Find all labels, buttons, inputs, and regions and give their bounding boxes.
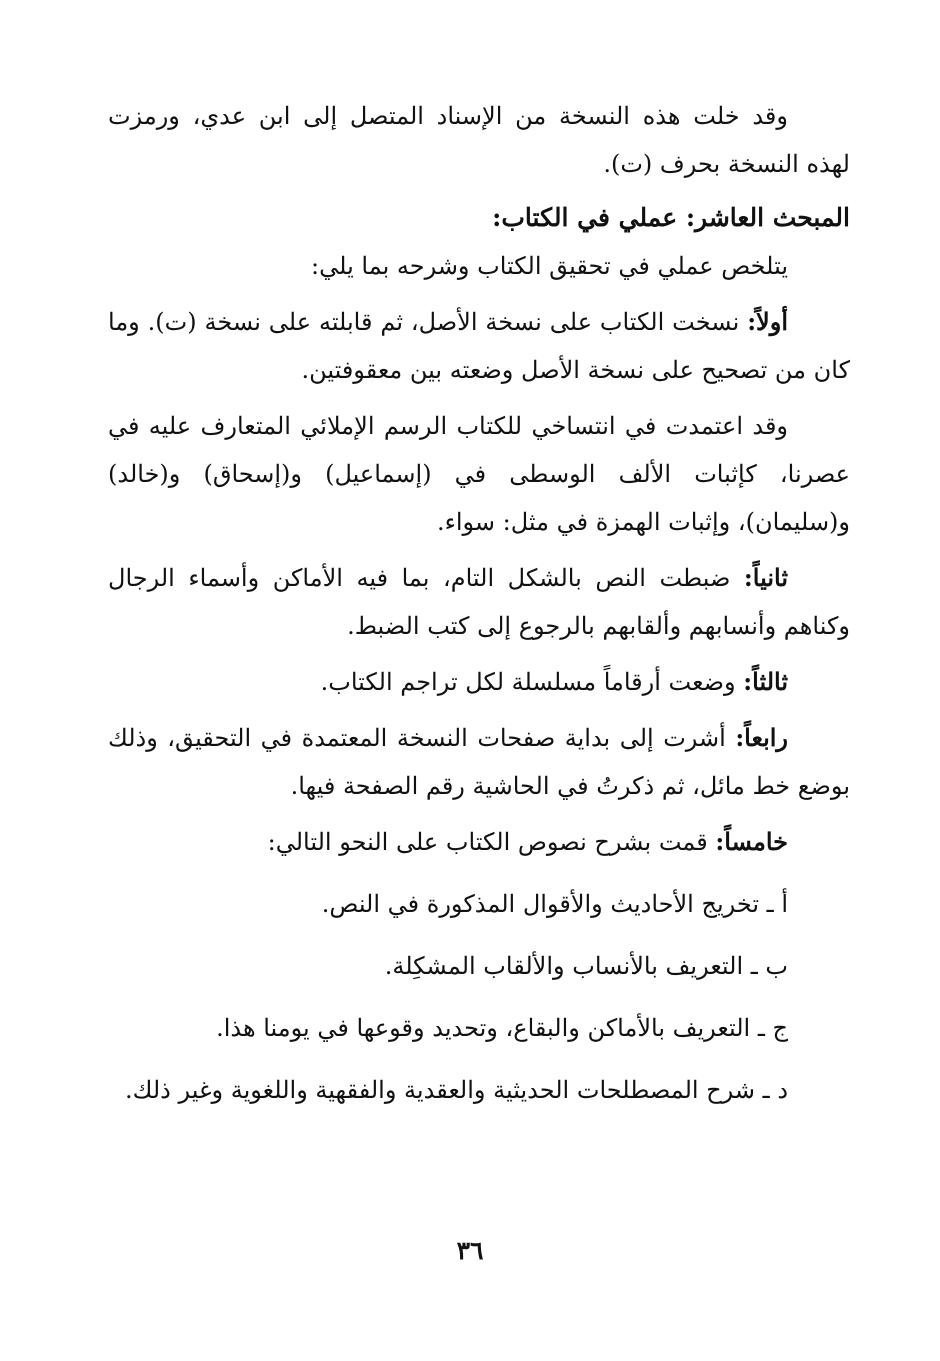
text-third: وضعت أرقاماً مسلسلة لكل تراجم الكتاب. xyxy=(320,668,744,696)
label-third: ثالثاً: xyxy=(743,667,788,696)
text-fourth: أشرت إلى بداية صفحات النسخة المعتمدة في التحقيق، وذلك بوضع خط مائل، ثم ذكرتُ في الحاشية رقم الصفحة فيها. xyxy=(108,724,850,800)
list-item-b: ب ـ التعريف بالأنساب والألقاب المشكِلة. xyxy=(384,952,788,980)
paragraph-manuscript-note: وقد خلت هذه النسخة من الإسناد المتصل إلى ابن عدي، ورمزت لهذه النسخة بحرف (ت). xyxy=(108,102,850,178)
text-first: نسخت الكتاب على نسخة الأصل، ثم قابلته على نسخة (ت). وما كان من تصحيح على نسخة الأصل وضعته بين معقوفتين. xyxy=(108,308,850,384)
paragraph-third xyxy=(108,658,850,706)
paragraph-fourth xyxy=(108,714,850,810)
section-heading: المبحث العاشر: عملي في الكتاب: xyxy=(492,203,850,232)
text-second: ضبطت النص بالشكل التام، بما فيه الأماكن وأسماء الرجال وكناهم وأنسابهم وألقابهم بالرجوع إلى كتب الضبط. xyxy=(108,564,850,640)
paragraph-fifth xyxy=(108,818,850,866)
paragraph-spelling: وقد اعتمدت في انتساخي للكتاب الرسم الإملائي المتعارف عليه في عصرنا، كإثبات الألف الوسطى في (إسماعيل) و(إسحاق) و(خالد) و(سليمان)، وإثبات الهمزة في مثل: سواء. xyxy=(108,412,850,536)
paragraph-first xyxy=(108,298,850,394)
page-number: ٣٦ xyxy=(456,1236,484,1265)
label-fourth: رابعاً: xyxy=(735,723,788,752)
list-item-a: أ ـ تخريج الأحاديث والأقوال المذكورة في النص. xyxy=(321,890,788,918)
paragraph-intro: يتلخص عملي في تحقيق الكتاب وشرحه بما يلي: xyxy=(311,252,788,280)
label-second: ثانياً: xyxy=(743,563,788,592)
paragraph-second xyxy=(108,554,850,650)
list-item-c: ج ـ التعريف بالأماكن والبقاع، وتحديد وقوعها في يومنا هذا. xyxy=(216,1014,788,1042)
list-item-d: د ـ شرح المصطلحات الحديثية والعقدية والفقهية واللغوية وغير ذلك. xyxy=(125,1076,788,1104)
label-first: أولاً: xyxy=(747,307,788,336)
text-fifth: قمت بشرح نصوص الكتاب على النحو التالي: xyxy=(267,828,716,856)
label-fifth: خامساً: xyxy=(715,827,788,856)
page-body xyxy=(108,92,850,1114)
